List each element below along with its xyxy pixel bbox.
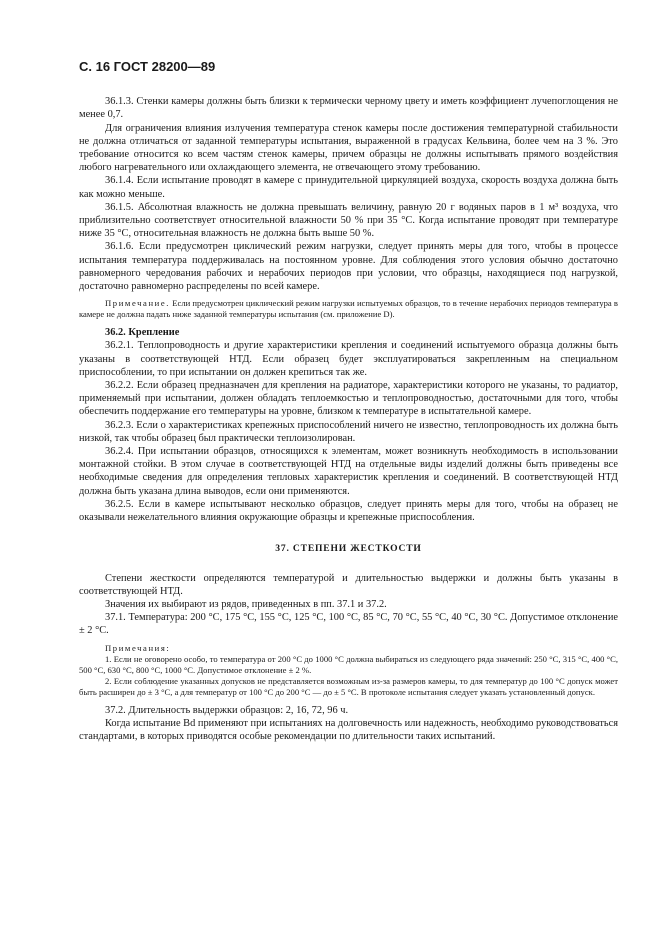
paragraph-36-2-5: 36.2.5. Если в камере испытывают несколько образцов, следует принять меры для того, чтобы на образец не оказывали нежелательного влияния окружающие образцы и крепежные приспособления. xyxy=(79,498,618,524)
paragraph-36-1-3: 36.1.3. Стенки камеры должны быть близки к термически черному цвету и иметь коэффициент лучепоглощения не менее 0,7. xyxy=(79,96,618,121)
paragraph-37-final: Когда испытание Bd применяют при испытаниях на долговечность или надежность, необходимо руководствоваться стандартами, в которых приводятся особые рекомендации по длительности таких испытаний. xyxy=(79,717,618,742)
paragraph-36-2-3: 36.2.3. Если о характеристиках крепежных приспособлений ничего не известно, теплопроводность их должна быть низкой, так чтобы образец был практически теплоизолирован. xyxy=(79,419,618,444)
section-title-37: 37. СТЕПЕНИ ЖЕСТКОСТИ xyxy=(275,543,422,555)
note-37-1: 1. Если не оговорено особо, то температура от 200 °С до 1000 °С должна выбираться из следующего ряда значений: 250 °С, 315 °С, 400 °С, 500 °С, 630 °С, 800 °С, 1000 °С. Допустимое отклонение ± 2 %. xyxy=(79,653,618,675)
paragraph-37-values: Значения их выбирают из рядов, приведенных в пп. 37.1 и 37.2. xyxy=(105,598,387,610)
paragraph-37-intro: Степени жесткости определяются температурой и длительностью выдержки и должны быть указаны в соответствующей НТД. xyxy=(79,572,618,597)
paragraph-36-1-6: 36.1.6. Если предусмотрен циклический режим нагрузки, следует принять меры для того, чтобы в процессе испытания температура поддерживалась на постоянном уровне. Для соблюдения этого условия обычно достаточно равномерного чередования рабочих и нерабочих периодов при условии, что образцы, находящиеся под нагрузкой, достаточно равномерно распределены по всей камере. xyxy=(79,241,618,293)
paragraph-36-1-4: 36.1.4. Если испытание проводят в камере с принудительной циркуляцией воздуха, скорость воздуха должна быть как можно меньше. xyxy=(79,175,618,200)
paragraph-36-2-1: 36.2.1. Теплопроводность и другие характеристики крепления и соединений испытуемого образца должны быть указаны в соответствующей НТД. Если образец будет эксплуатироваться закрепленным на специальном приспособлении, то при испытании он должен крепиться так же. xyxy=(79,340,618,378)
paragraph-36-1-5: 36.1.5. Абсолютная влажность не должна превышать величину, равную 20 г водяных паров в 1 м³ воздуха, что приблизительно соответствует относительной влажности 50 % при 35 °С. Когда испытание проводят при температуре ниже 35 °С, относительная влажность не должна быть выше 50 %. xyxy=(79,201,618,240)
paragraph-37-2: 37.2. Длительность выдержки образцов: 2, 16, 72, 96 ч. xyxy=(105,704,349,716)
notes-label: Примечания: xyxy=(105,642,171,653)
paragraph-36-2-4: 36.2.4. При испытании образцов, относящихся к элементам, может возникнуть необходимость в использовании монтажной стойки. В этом случае в соответствующей НТД на отдельные виды изделий должны быть приведены все необходимые сведения для определения тепловых характеристик крепления и соединений. В соответствующей НТД должна быть указана длина выводов, если они применяются. xyxy=(79,446,618,497)
paragraph-36-1-3-continued: Для ограничения влияния излучения температура стенок камеры после достижения температурной стабильности не должна отличаться от заданной температуры испытания, выраженной в градусах Кельвина, более чем на 3 %. Это требование относится ко всем частям стенок камеры, причем образцы не должны испытывать прямого воздействия любого нагревательного или охлаждающего элемента, не отвечающего этому требованию. xyxy=(79,122,618,174)
paragraph-36-2-2: 36.2.2. Если образец предназначен для крепления на радиаторе, характеристики которого не указаны, то радиатор, применяемый при испытании, должен обладать теплоемкостью и теплопроводностью, достаточными для того, чтобы обеспечить поддержание его температуры на уровне, близком к температуре в испытательной камере. xyxy=(79,380,618,418)
note-37-2: 2. Если соблюдение указанных допусков не представляется возможным из-за размеров камеры, то для температур до 100 °С допуск может быть расширен до ± 3 °С, а для температур от 100 °С до 200 °С — до ± 5 °С. В протоколе испытания следует указать установленный допуск. xyxy=(79,675,618,697)
subsection-heading-36-2: 36.2. Крепление xyxy=(105,327,180,339)
note-text: Если предусмотрен циклический режим нагрузки испытуемых образцов, то в течение нерабочих периодов температура в камере не должна падать ниже заданной температуры испытания (см. приложение D). xyxy=(79,298,618,320)
note-cyclic-load xyxy=(79,298,618,320)
note-label: Примечание. xyxy=(105,298,171,309)
paragraph-37-1: 37.1. Температура: 200 °С, 175 °С, 155 °С, 125 °С, 100 °С, 85 °С, 70 °С, 55 °С, 40 °С, 30 °С. Допустимое отклонение ± 2 °С. xyxy=(79,612,618,637)
page-header: С. 16 ГОСТ 28200—89 xyxy=(79,59,216,74)
